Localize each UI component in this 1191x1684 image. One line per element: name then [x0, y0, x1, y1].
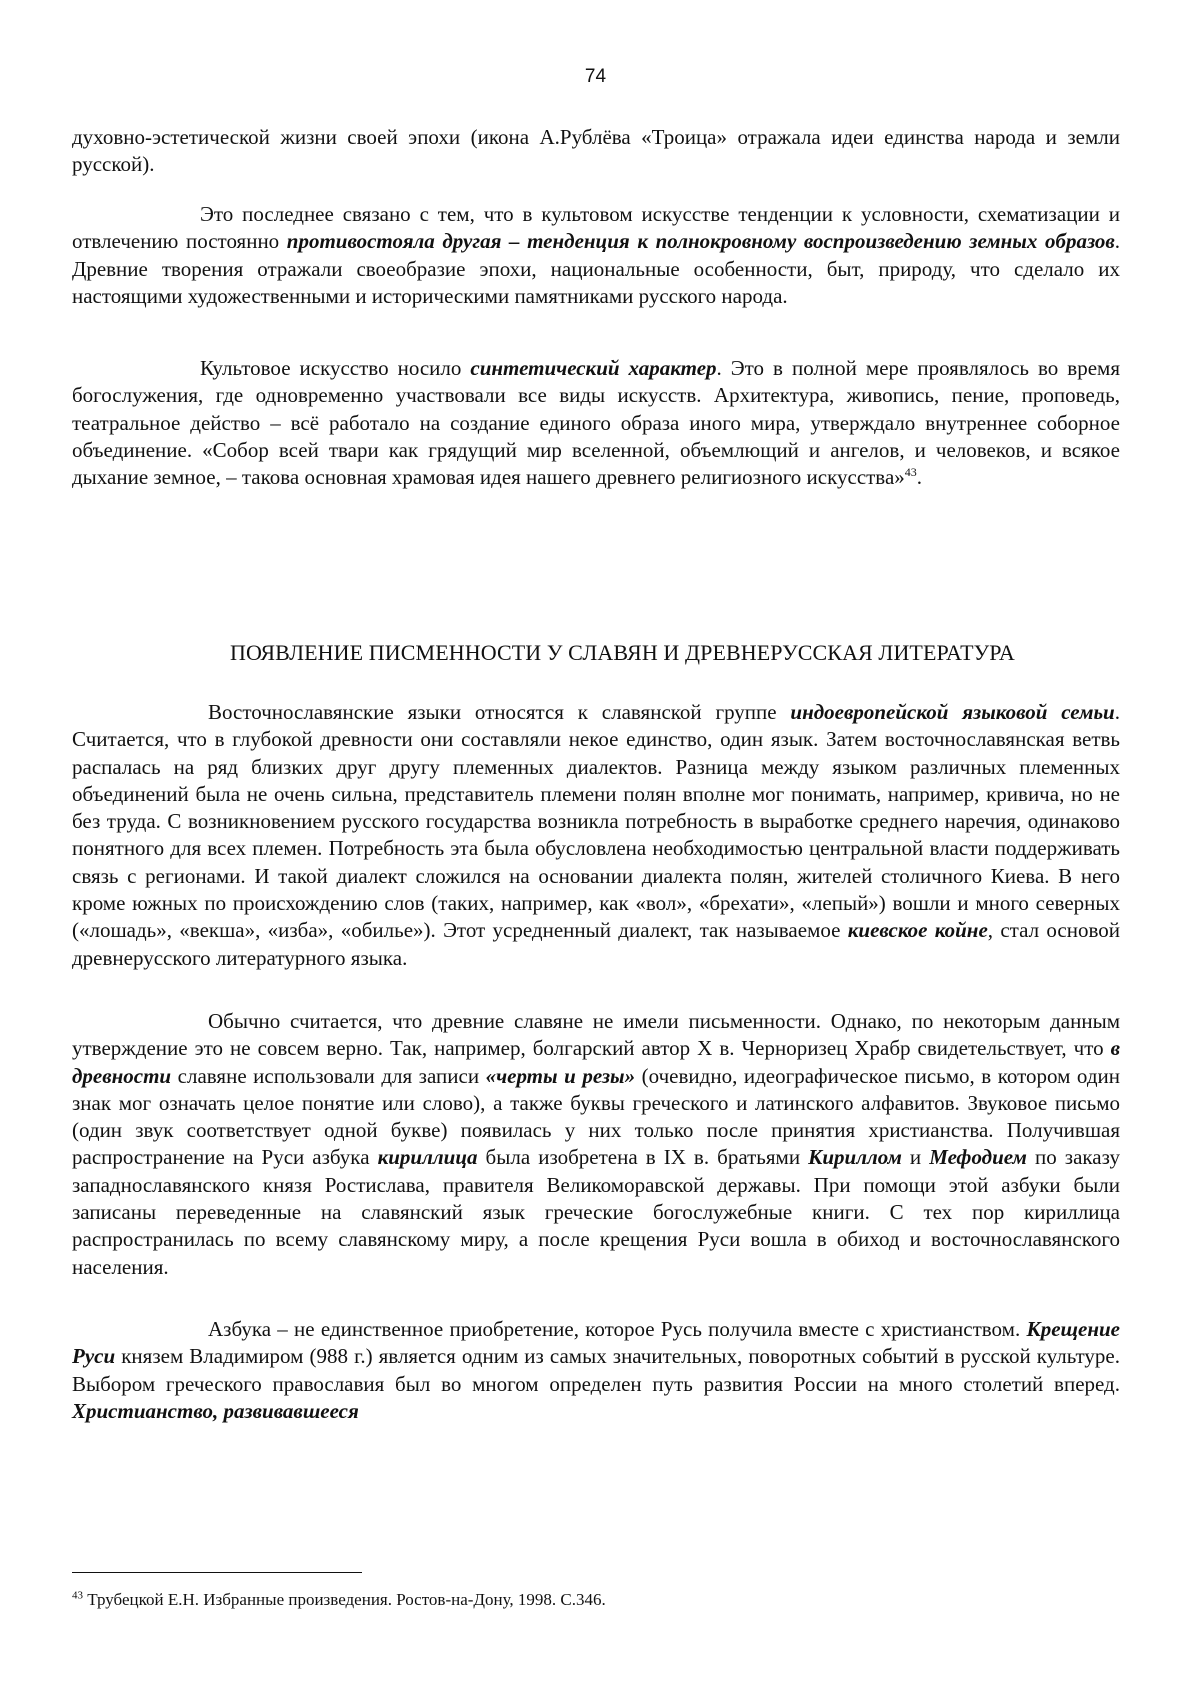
emphasis-text: Христианство, развивавшееся — [72, 1398, 359, 1423]
emphasis-text: киевское койне — [847, 918, 988, 943]
emphasis-text: в древности — [72, 1036, 1120, 1088]
paragraph-baptism — [72, 1316, 1120, 1425]
paragraph-text: Культовое искусство носило — [200, 356, 471, 380]
paragraph-writing — [72, 1008, 1120, 1281]
emphasis-text: Крещение Руси — [72, 1317, 1120, 1369]
paragraph-text: Обычно считается, что древние славяне не имели письменности. Однако, по некоторым данным утверждение это не совсем верно. Так, например, болгарский автор X в. Черноризец Храбр свидетельствует, что — [72, 1009, 1120, 1061]
paragraph-text: по заказу западнославянского князя Ростислава, правителя Великоморавской державы. При помощи этой азбуки были записаны переведенные на славянский язык греческие богослужебные книги. С тех пор кириллица распространилась по всему славянскому миру, а после крещения Руси вошла в обиход и восточнославянского населения. — [72, 1145, 1120, 1279]
footnote-reference[interactable]: 43 — [904, 465, 917, 480]
footnote-text: Трубецкой Е.Н. Избранные произведения. Ростов-на-Дону, 1998. С.346. — [83, 1590, 606, 1609]
paragraph-text: и — [901, 1145, 930, 1170]
paragraph-text: Это последнее связано с тем, что в культовом искусстве тенденции к условности, схематизации и отвлечению постоянно — [72, 202, 1120, 254]
paragraph-text: . Древние творения отражали своеобразие эпохи, национальные особенности, быт, природу, что сделало их настоящими художественными и историческими памятниками русского народа. — [72, 229, 1121, 308]
continuation-paragraph — [72, 124, 1120, 179]
emphasis-text: синтетический характер — [470, 356, 717, 380]
paragraph-text: . — [916, 465, 923, 490]
paragraph-text: была изобретена в IX в. братьями — [477, 1145, 809, 1170]
emphasis-text: Мефодием — [929, 1145, 1027, 1170]
paragraph-text: духовно-эстетической жизни своей эпохи (икона А.Рублёва «Троица» отражала идеи единства народа и земли русской). — [72, 125, 1120, 177]
emphasis-text: индоевропейской языковой семьи — [790, 700, 1115, 724]
paragraph-text: . Считается, что в глубокой древности они составляли некое единство, один язык. Затем восточнославянская ветвь распалась на ряд близких друг другу племенных диалектов. Разница между языком различных племенных объединений была не очень сильна, представитель племени полян вполне мог понимать, например, кривича, но не без труда. С возникновением русского государства возникла потребность в выработке среднего наречия, одинаково понятного для всех племен. Потребность эта была обусловлена необходимостью центральной власти поддерживать связь с регионами. И такой диалект сложился на основании диалекта полян, жителей столичного Киева. В него кроме южных по происхождению слов (таких, например, как «вол», «брехати», «лепый») вошли и много северных («лошадь», «векша», «изба», «обилье»). Этот усредненный диалект, так называемое — [72, 700, 1120, 943]
emphasis-text: кириллица — [377, 1145, 478, 1170]
footnote-divider — [72, 1572, 362, 1573]
paragraph-text: . Это в полной мере проявлялось во время богослужения, где одновременно участвовали все виды искусств. Архитектура, живопись, пение, проповедь, театральное действо – всё работало на создание единого образа иного мира, утверждало внутреннее соборное объединение. «Собор всей твари как грядущий мир вселенной, объемлющий и ангелов, и человеков, и всякое дыхание земное, – такова основная храмовая идея нашего древнего религиозного искусства» — [72, 356, 1120, 490]
section-heading: ПОЯВЛЕНИЕ ПИСМЕННОСТИ У СЛАВЯН И ДРЕВНЕРУССКАЯ ЛИТЕРАТУРА — [230, 640, 1015, 665]
paragraph-synthetic — [72, 355, 1120, 491]
footnote-mark: 43 — [72, 1589, 83, 1602]
paragraph-text: князем Владимиром (988 г.) является одним из самых значительных, поворотных событий в русской культуре. Выбором греческого православия был во многом определен путь развития России на много столетий вперед. — [72, 1344, 1120, 1396]
emphasis-text: «черты и резы» — [485, 1063, 636, 1088]
footnote — [72, 1590, 606, 1610]
paragraph-text: славяне использовали для записи — [171, 1063, 486, 1088]
paragraph-realism — [72, 201, 1120, 310]
emphasis-text: противостояла другая – тенденция к полнокровному воспроизведению земных образов — [286, 229, 1115, 254]
paragraph-languages — [72, 699, 1120, 972]
page-number: 74 — [584, 66, 607, 87]
paragraph-text: Восточнославянские языки относятся к славянской группе — [208, 700, 791, 724]
paragraph-text: (очевидно, идеографическое письмо, в котором один знак мог означать целое понятие или слово), а также буквы греческого и латинского алфавитов. Звуковое письмо (один звук соответствует одной букве) появилась у них только после принятия христианства. Получившая распространение на Руси азбука — [72, 1063, 1120, 1170]
emphasis-text: Кириллом — [808, 1145, 902, 1170]
paragraph-text: Азбука – не единственное приобретение, которое Русь получила вместе с христианством. — [208, 1317, 1027, 1341]
paragraph-text: , стал основой древнерусского литературного языка. — [72, 918, 1120, 970]
